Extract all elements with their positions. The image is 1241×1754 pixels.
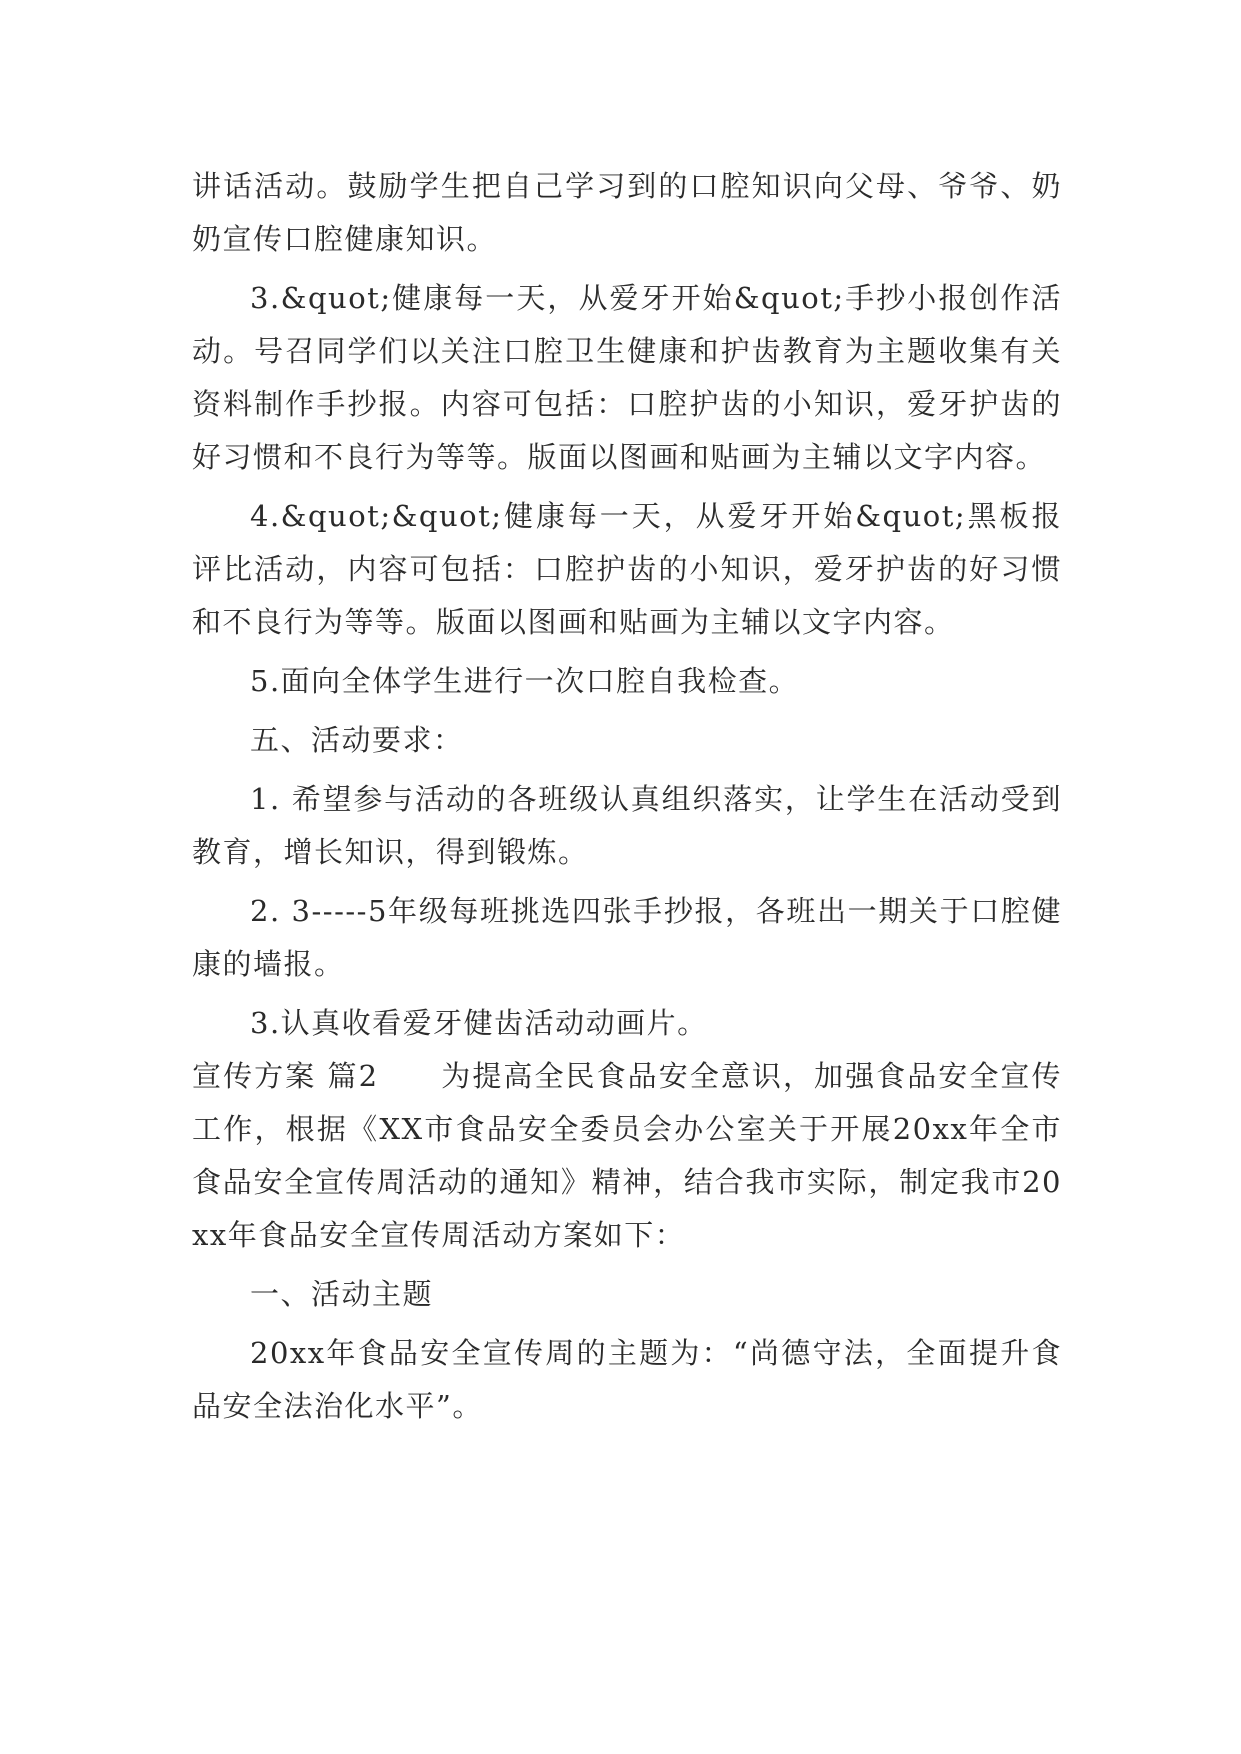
- paragraph-7: 2. 3-----5年级每班挑选四张手抄报，各班出一期关于口腔健康的墙报。: [192, 894, 1062, 981]
- paragraph-8: 3.认真收看爱牙健齿活动动画片。: [250, 1006, 708, 1040]
- paragraph-3: 4.&quot;&quot;健康每一天，从爱牙开始&quot;黑板报评比活动，内容可包括：口腔护齿的小知识，爱牙护齿的好习惯和不良行为等等。版面以图画和贴画为主辅以文字内容。: [192, 499, 1062, 639]
- document-body: [192, 160, 1062, 1439]
- paragraph-6: 1. 希望参与活动的各班级认真组织落实，让学生在活动受到教育，增长知识，得到锻炼。: [192, 782, 1062, 869]
- section-heading-theme: 一、活动主题: [250, 1277, 434, 1311]
- section-heading-requirements: 五、活动要求：: [250, 723, 464, 757]
- paragraph-2: 3.&quot;健康每一天，从爱牙开始&quot;手抄小报创作活动。号召同学们以关注口腔卫生健康和护齿教育为主题收集有关资料制作手抄报。内容可包括：口腔护齿的小知识，爱牙护齿的好习惯和不良行为等等。版面以图画和贴画为主辅以文字内容。: [192, 281, 1062, 474]
- paragraph-4: 5.面向全体学生进行一次口腔自我检查。: [250, 664, 800, 698]
- paragraph-1: 讲话活动。鼓励学生把自己学习到的口腔知识向父母、爷爷、奶奶宣传口腔健康知识。: [192, 169, 1062, 256]
- paragraph-9: 宣传方案 篇2 为提高全民食品安全意识，加强食品安全宣传工作，根据《XX市食品安全委员会办公室关于开展20xx年全市食品安全宣传周活动的通知》精神，结合我市实际，制定我市20xx年食品安全宣传周活动方案如下：: [192, 1059, 1062, 1252]
- paragraph-11: 20xx年食品安全宣传周的主题为：“尚德守法，全面提升食品安全法治化水平”。: [192, 1336, 1062, 1423]
